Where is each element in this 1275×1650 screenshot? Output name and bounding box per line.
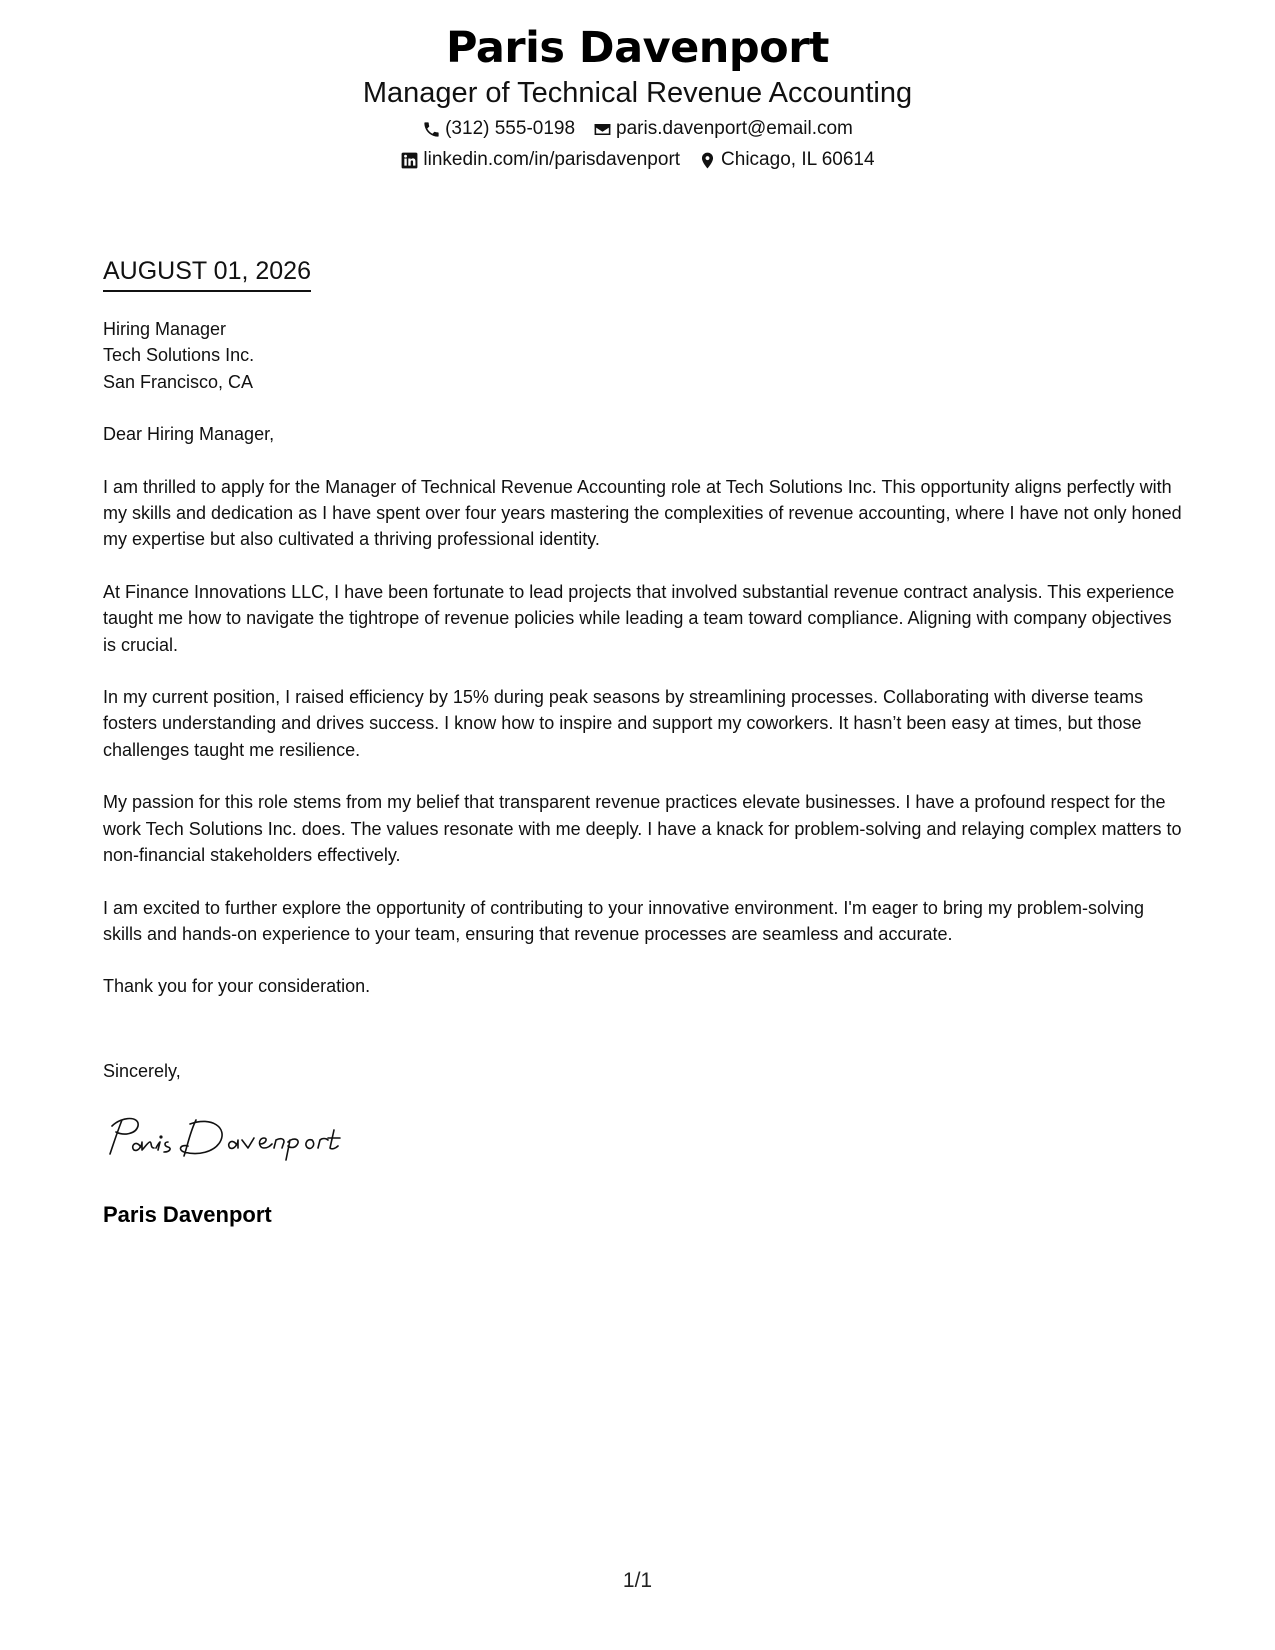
- contact-email: [593, 117, 853, 141]
- contact-linkedin: [400, 148, 680, 172]
- signer-name: Paris Davenport: [103, 1202, 272, 1227]
- letter-date: AUGUST 01, 2026: [103, 256, 311, 292]
- recipient-line: Hiring Manager: [103, 319, 227, 339]
- body-paragraph: At Finance Innovations LLC, I have been fortunate to lead projects that involved substantial revenue contract analysis. This experience taught me how to navigate the tightrope of revenue policies while leading a team toward compliance. Aligning with company objectives is crucial.: [103, 581, 1175, 655]
- contact-row-secondary: [0, 148, 1275, 172]
- handwritten-signature: [100, 1112, 370, 1162]
- applicant-name: Paris Davenport: [446, 23, 829, 73]
- contact-location: [698, 148, 875, 172]
- body-paragraph: My passion for this role stems from my belief that transparent revenue practices elevate businesses. I have a profound respect for the work Tech Solutions Inc. does. The values resonate with me deeply. I have a knack for problem-solving and relaying complex matters to non-financial stakeholders effectively.: [103, 792, 1182, 866]
- recipient-block: [103, 316, 1183, 395]
- letter-header: [0, 22, 1275, 172]
- applicant-title: Manager of Technical Revenue Accounting: [362, 77, 913, 109]
- recipient-line: San Francisco, CA: [103, 371, 254, 392]
- closing-line: Thank you for your consideration.: [103, 976, 371, 997]
- phone-text: (312) 555-0198: [445, 118, 576, 139]
- contact-phone: [422, 117, 575, 141]
- body-paragraph: I am thrilled to apply for the Manager of Technical Revenue Accounting role at Tech Solutions Inc. This opportunity aligns perfectly with my skills and dedication as I have spent over four years mastering the complexities of revenue accounting, where I have not only honed my expertise but also cultivated a thriving professional identity.: [103, 476, 1182, 550]
- map-pin-icon: [698, 151, 717, 170]
- location-text: Chicago, IL 60614: [721, 149, 875, 170]
- letter-body: [103, 316, 1183, 1000]
- contact-row-primary: [0, 117, 1275, 141]
- phone-icon: [422, 120, 441, 139]
- body-paragraph: In my current position, I raised efficiency by 15% during peak seasons by streamlining processes. Collaborating with diverse teams fosters understanding and drives success. I know how to inspire and support my coworkers. It hasn’t been easy at times, but those challenges taught me resilience.: [103, 687, 1144, 760]
- page-number: 1/1: [622, 1569, 653, 1592]
- envelope-icon: [593, 120, 612, 139]
- email-text: paris.davenport@email.com: [616, 118, 853, 139]
- linkedin-text: linkedin.com/in/parisdavenport: [423, 149, 681, 170]
- linkedin-icon: [400, 151, 419, 170]
- body-paragraph: I am excited to further explore the opportunity of contributing to your innovative environment. I'm eager to bring my problem-solving skills and hands-on experience to your team, ensuring that revenue processes are seamless and accurate.: [103, 897, 1144, 944]
- signoff: Sincerely,: [103, 1061, 181, 1081]
- recipient-line: Tech Solutions Inc.: [103, 345, 255, 366]
- salutation: Dear Hiring Manager,: [103, 424, 275, 445]
